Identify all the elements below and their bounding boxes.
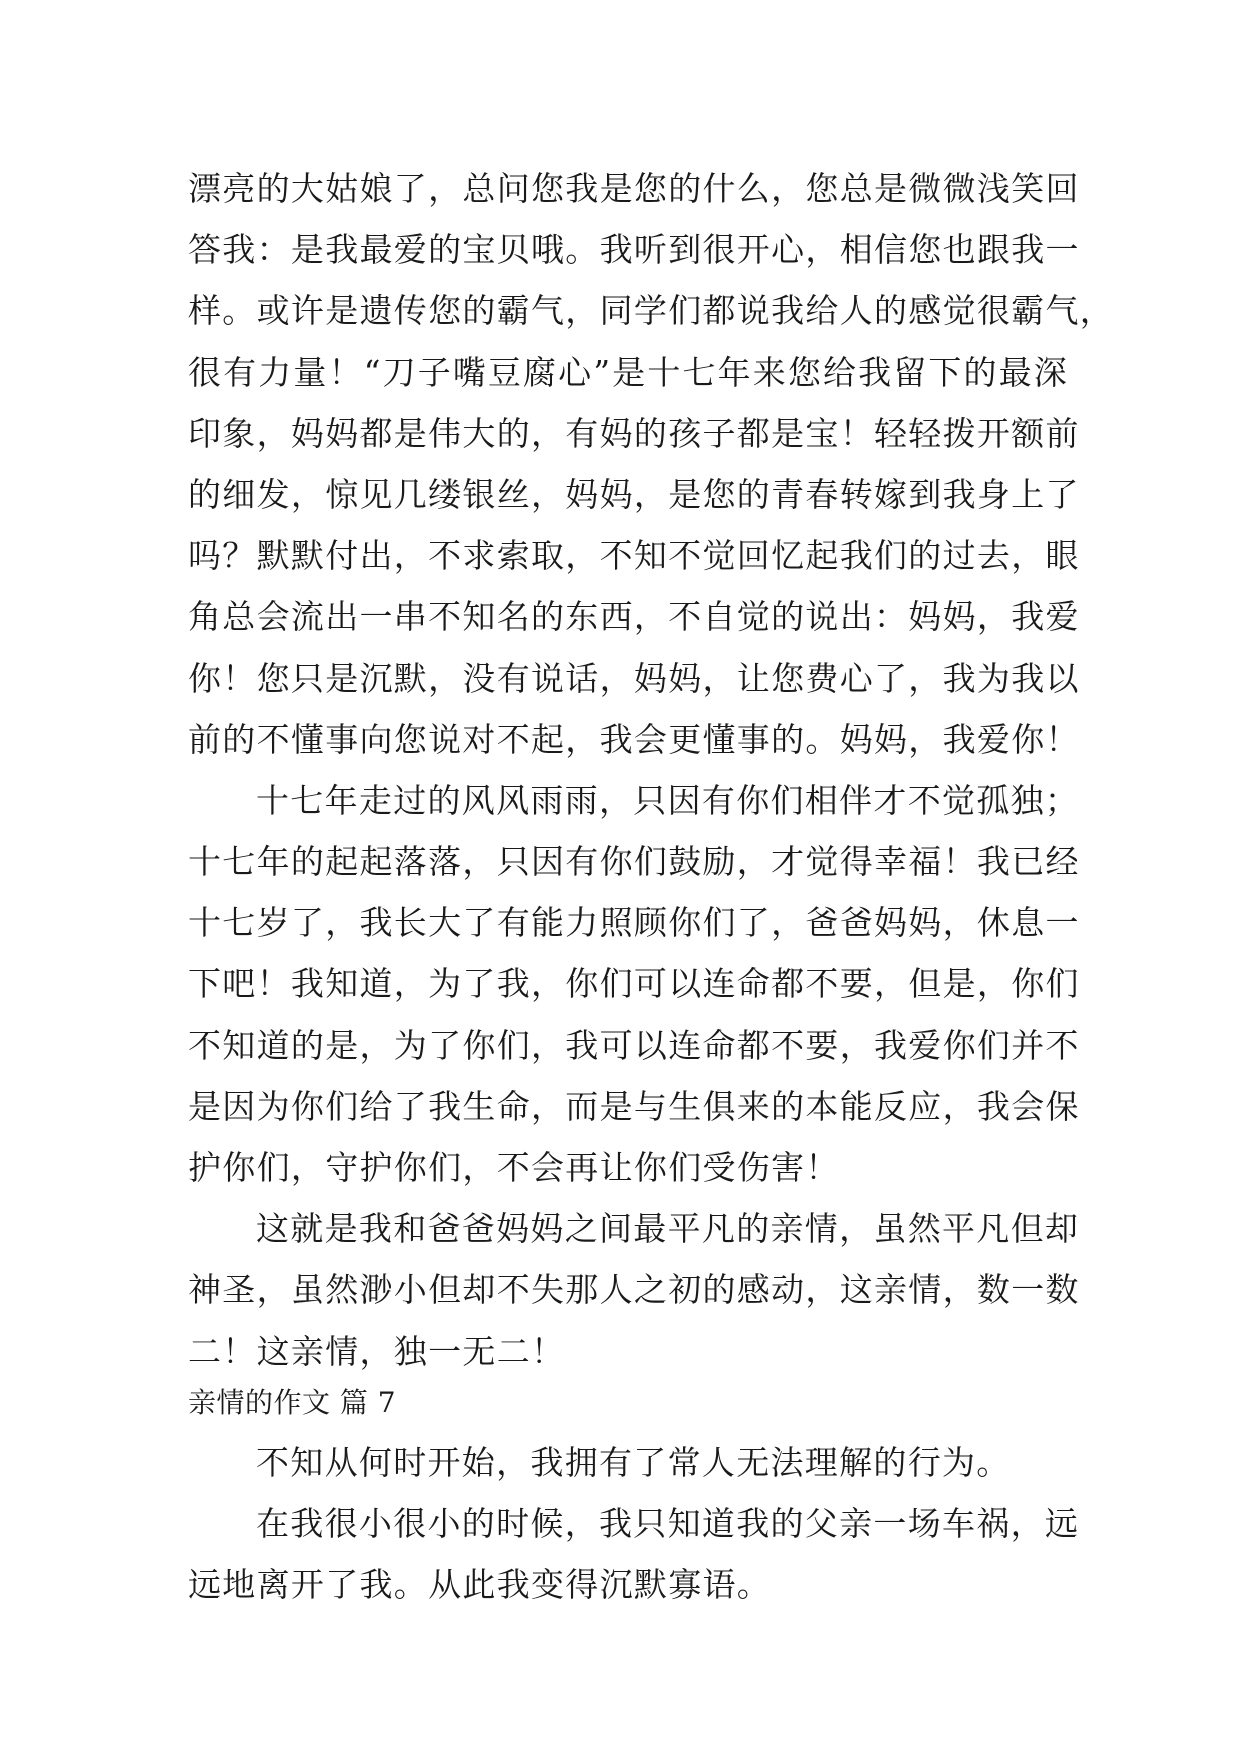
document-body bbox=[188, 158, 1115, 1615]
text-line: 印象，妈妈都是伟大的，有妈的孩子都是宝！轻轻拨开额前 bbox=[188, 413, 1080, 453]
paragraph bbox=[188, 1432, 1068, 1493]
text-line: 在我很小很小的时候，我只知道我的父亲一场车祸，远 bbox=[256, 1503, 1080, 1543]
text-line: 吗？默默付出，不求索取，不知不觉回忆起我们的过去，眼 bbox=[188, 536, 1080, 576]
text-line: 很有力量！“刀子嘴豆腐心”是十七年来您给我留下的最深 bbox=[188, 352, 1068, 392]
paragraph bbox=[188, 1198, 1080, 1382]
text-line: 角总会流出一串不知名的东西，不自觉的说出：妈妈，我爱 bbox=[188, 597, 1080, 637]
text-line: 你！您只是沉默，没有说话，妈妈，让您费心了，我为我以 bbox=[188, 658, 1080, 698]
paragraph bbox=[188, 1493, 1080, 1615]
text-line: 神圣，虽然渺小但却不失那人之初的感动，这亲情，数一数 bbox=[188, 1270, 1080, 1310]
paragraph-continued bbox=[188, 158, 1115, 770]
text-line: 答我：是我最爱的宝贝哦。我听到很开心，相信您也跟我一 bbox=[188, 230, 1080, 270]
text-line: 十七年走过的风风雨雨，只因有你们相伴才不觉孤独； bbox=[256, 780, 1080, 820]
text-line: 的细发，惊见几缕银丝，妈妈，是您的青春转嫁到我身上了 bbox=[188, 474, 1080, 514]
text-line: 前的不懂事向您说对不起，我会更懂事的。妈妈，我爱你！ bbox=[188, 719, 1080, 759]
text-line: 漂亮的大姑娘了，总问您我是您的什么，您总是微微浅笑回 bbox=[188, 169, 1080, 208]
text-line: 十七年的起起落落，只因有你们鼓励，才觉得幸福！我已经 bbox=[188, 842, 1080, 882]
text-line: 下吧！我知道，为了我，你们可以连命都不要，但是，你们 bbox=[188, 964, 1080, 1004]
section-heading: 亲情的作文 篇 7 bbox=[188, 1385, 397, 1419]
text-line: 远地离开了我。从此我变得沉默寡语。 bbox=[188, 1565, 772, 1605]
text-line: 这就是我和爸爸妈妈之间最平凡的亲情，虽然平凡但却 bbox=[256, 1209, 1080, 1249]
text-line: 护你们，守护你们，不会再让你们受伤害！ bbox=[188, 1148, 840, 1187]
text-line: 不知从何时开始，我拥有了常人无法理解的行为。 bbox=[256, 1442, 1011, 1482]
text-line: 十七岁了，我长大了有能力照顾你们了，爸爸妈妈，休息一 bbox=[188, 903, 1080, 943]
text-line: 不知道的是，为了你们，我可以连命都不要，我爱你们并不 bbox=[188, 1025, 1080, 1065]
text-line: 是因为你们给了我生命，而是与生俱来的本能反应，我会保 bbox=[188, 1086, 1080, 1126]
text-line: 样。或许是遗传您的霸气，同学们都说我给人的感觉很霸气， bbox=[188, 291, 1115, 331]
text-line: 二！这亲情，独一无二！ bbox=[188, 1331, 566, 1371]
paragraph bbox=[188, 770, 1080, 1198]
